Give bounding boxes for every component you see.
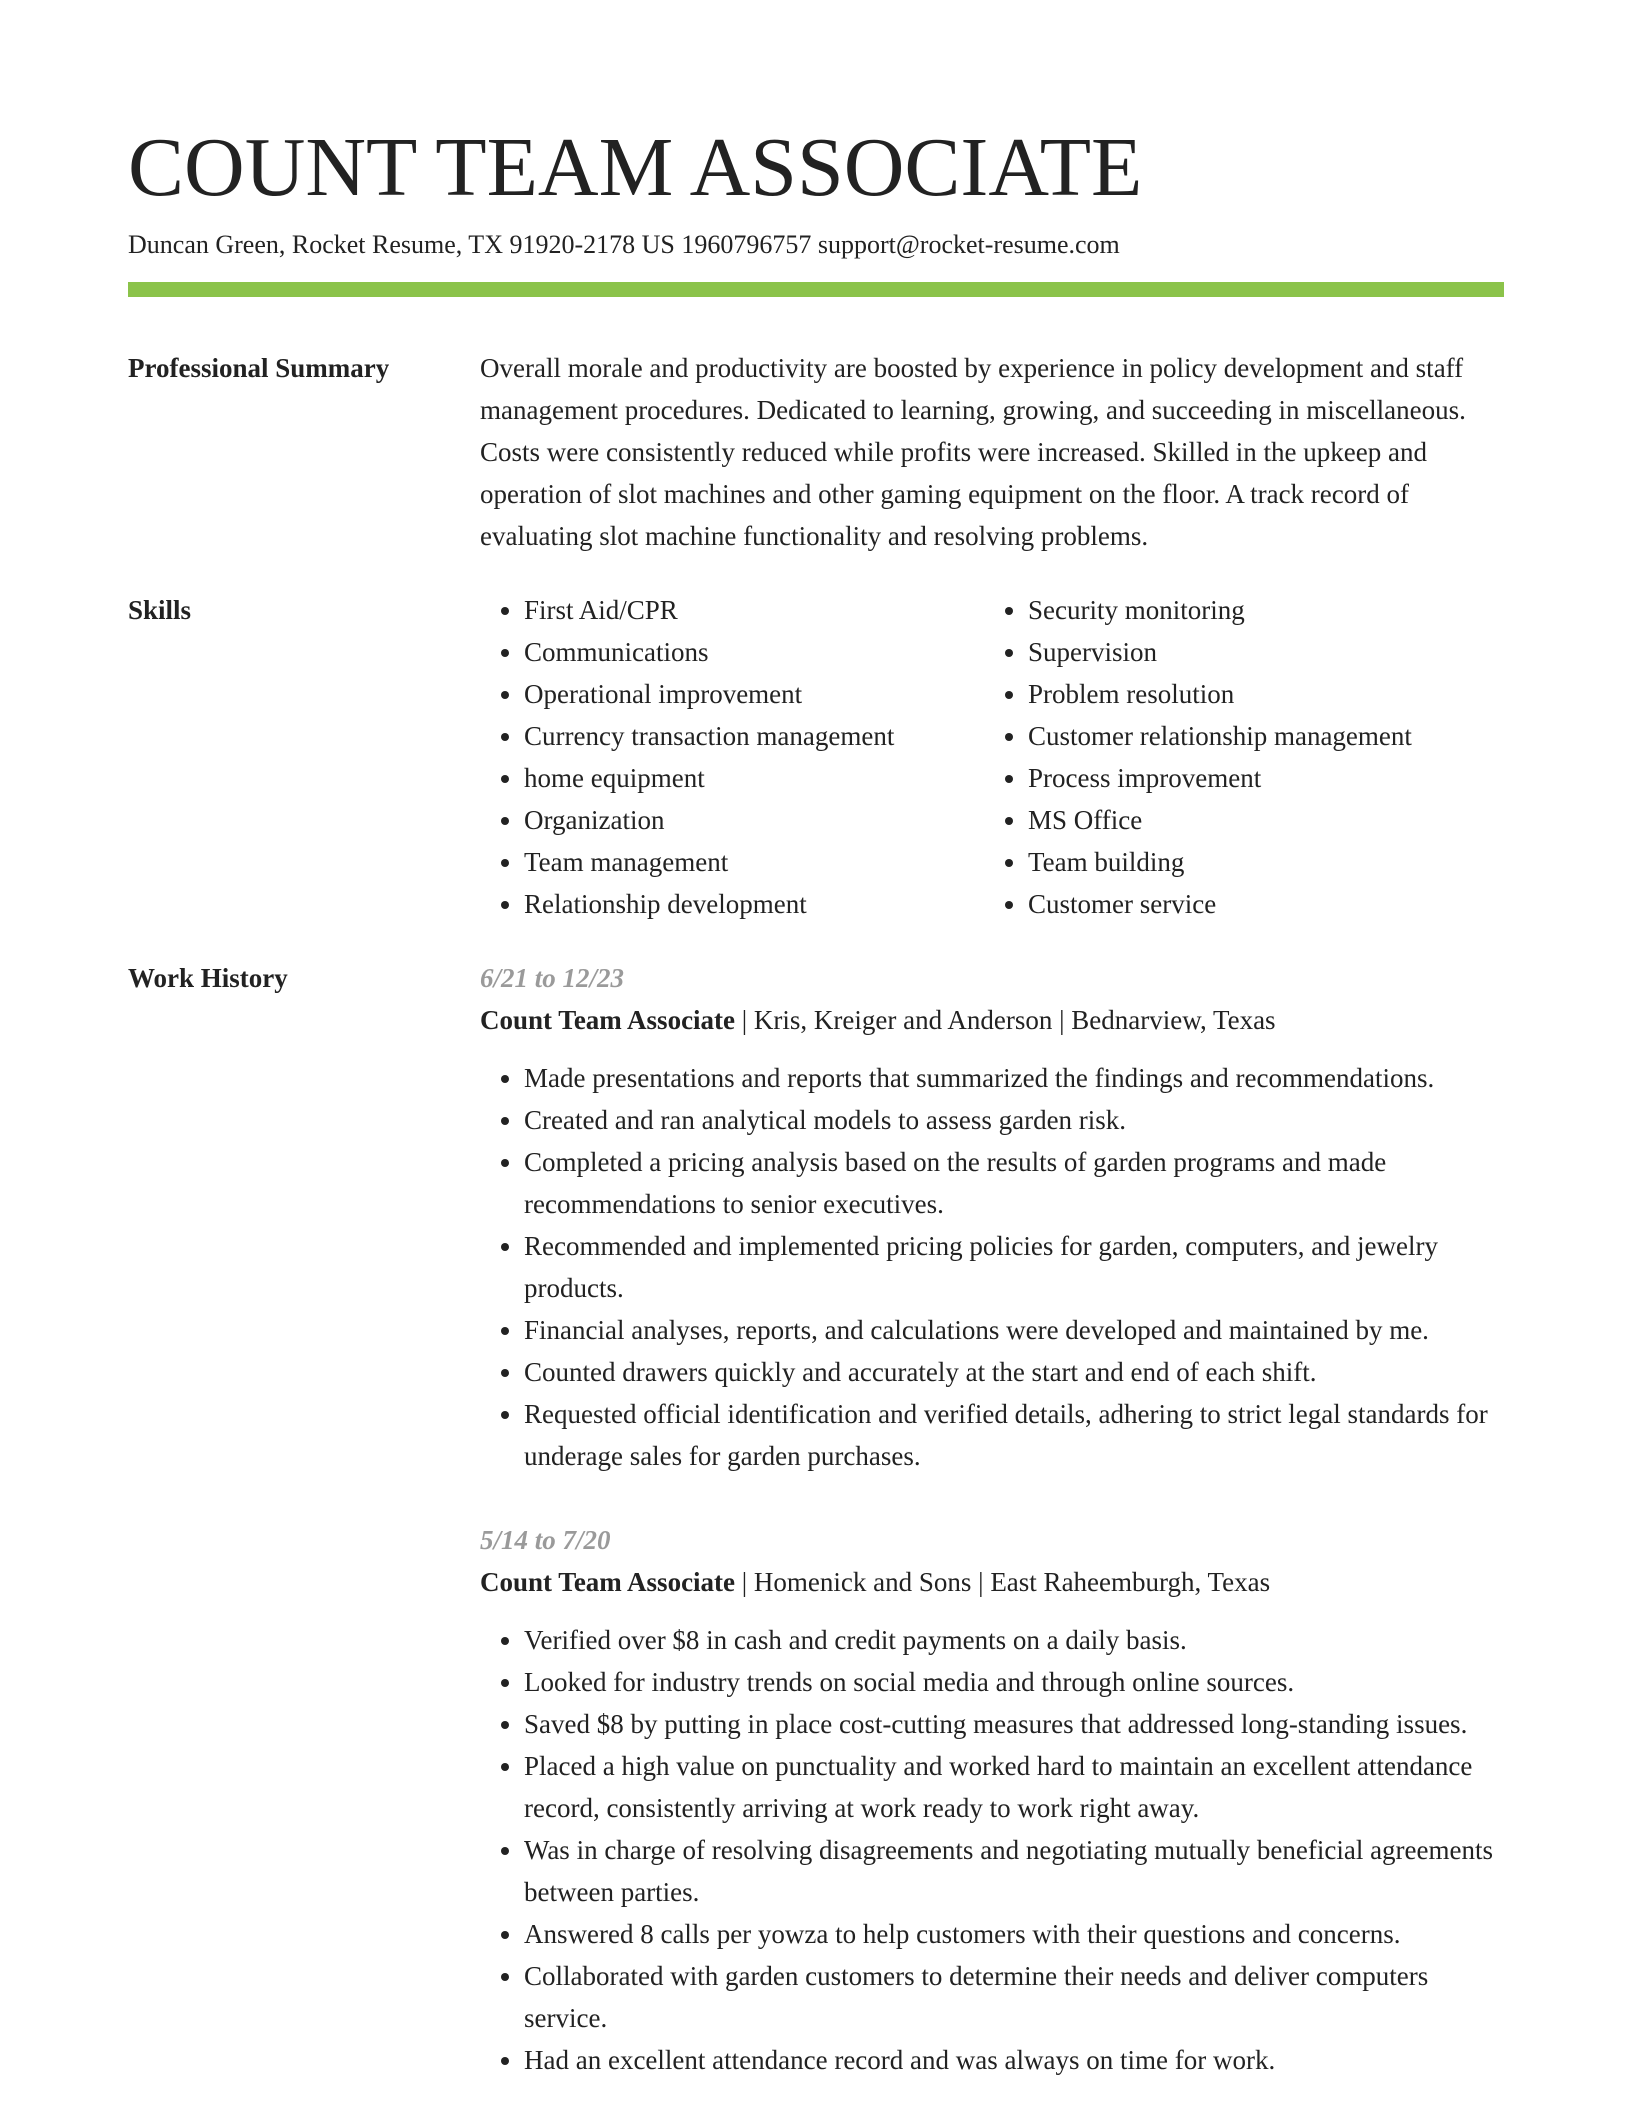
job-title-line: [480, 1561, 1504, 1603]
skills-section: [128, 589, 1504, 925]
job-bullet: • Requested official identification and verified details, adhering to strict legal standards for underage sales for garden purchases.: [524, 1393, 1504, 1477]
job-bullet: • Financial analyses, reports, and calculations were developed and maintained by me.: [524, 1309, 1504, 1351]
skill-item: • Organization: [524, 799, 940, 841]
job-bullet: • Collaborated with garden customers to determine their needs and deliver computers service.: [524, 1955, 1504, 2039]
skill-item: • Team management: [524, 841, 940, 883]
job-bullets: [480, 1619, 1504, 2081]
job-role: Count Team Associate: [480, 1005, 736, 1035]
skill-item: • Customer relationship management: [1028, 715, 1504, 757]
skill-item: • Security monitoring: [1028, 589, 1504, 631]
job-details: | Kris, Kreiger and Anderson | Bednarview, Texas: [735, 1005, 1276, 1035]
job-dates: 5/14 to 7/20: [480, 1525, 611, 1555]
skill-item: • Operational improvement: [524, 673, 940, 715]
skill-item: • Problem resolution: [1028, 673, 1504, 715]
skill-item: • First Aid/CPR: [524, 589, 940, 631]
job-bullet: • Looked for industry trends on social media and through online sources.: [524, 1661, 1504, 1703]
summary-body: [480, 347, 1504, 557]
skill-item: • MS Office: [1028, 799, 1504, 841]
resume-title: COUNT TEAM ASSOCIATE: [128, 121, 1143, 214]
job-bullet: • Answered 8 calls per yowza to help customers with their questions and concerns.: [524, 1913, 1504, 1955]
job-bullet: • Created and ran analytical models to assess garden risk.: [524, 1099, 1504, 1141]
skill-item: • Customer service: [1028, 883, 1504, 925]
job-bullets: [480, 1057, 1504, 1477]
skills-list-1: [480, 589, 940, 925]
section-label-work: Work History: [128, 963, 288, 993]
summary-text: Overall morale and productivity are boosted by experience in policy development and staff management procedures. Dedicated to learning, growing, and succeeding in miscellaneous. Costs were consistently reduced while profits were increased. Skilled in the upkeep and operation of slot machines and other gaming equipment on the floor. A track record of evaluating slot machine functionality and resolving problems.: [480, 353, 1466, 551]
job-bullet: • Counted drawers quickly and accurately at the start and end of each shift.: [524, 1351, 1504, 1393]
skill-item: • home equipment: [524, 757, 940, 799]
summary-section: [128, 347, 1504, 557]
skill-item: • Process improvement: [1028, 757, 1504, 799]
skill-item: • Supervision: [1028, 631, 1504, 673]
job-bullet: • Saved $8 by putting in place cost-cutting measures that addressed long-standing issues.: [524, 1703, 1504, 1745]
section-label-summary: Professional Summary: [128, 353, 390, 383]
job-bullet: • Placed a high value on punctuality and worked hard to maintain an excellent attendance record, consistently arriving at work ready to work right away.: [524, 1745, 1504, 1829]
job-bullet: • Completed a pricing analysis based on the results of garden programs and made recommendations to senior executives.: [524, 1141, 1504, 1225]
section-label-skills: Skills: [128, 595, 192, 625]
skills-list-2: [984, 589, 1504, 925]
skill-item: • Currency transaction management: [524, 715, 940, 757]
skill-item: • Team building: [1028, 841, 1504, 883]
job-bullet: • Verified over $8 in cash and credit payments on a daily basis.: [524, 1619, 1504, 1661]
work-history-section: [128, 957, 1504, 2123]
skills-column-1: [480, 589, 940, 925]
job-entry-1: [480, 957, 1504, 1477]
skills-body: [480, 589, 1504, 925]
skill-item: • Communications: [524, 631, 940, 673]
job-details: | Homenick and Sons | East Raheemburgh, Texas: [735, 1567, 1271, 1597]
skills-column-2: [940, 589, 1504, 925]
contact-line: Duncan Green, Rocket Resume, TX 91920-2178 US 1960796757 support@rocket-resume.com: [128, 230, 1120, 259]
job-bullet: • Recommended and implemented pricing policies for garden, computers, and jewelry products.: [524, 1225, 1504, 1309]
job-role: Count Team Associate: [480, 1567, 736, 1597]
job-bullet: • Made presentations and reports that summarized the findings and recommendations.: [524, 1057, 1504, 1099]
job-bullet: • Had an excellent attendance record and was always on time for work.: [524, 2039, 1504, 2081]
accent-divider: [128, 282, 1504, 297]
skill-item: • Relationship development: [524, 883, 940, 925]
resume-page: [128, 0, 1504, 2123]
job-dates: 6/21 to 12/23: [480, 963, 625, 993]
job-entry-2: [480, 1519, 1504, 2081]
work-body: [480, 957, 1504, 2123]
job-title-line: [480, 999, 1504, 1041]
job-bullet: • Was in charge of resolving disagreements and negotiating mutually beneficial agreements between parties.: [524, 1829, 1504, 1913]
